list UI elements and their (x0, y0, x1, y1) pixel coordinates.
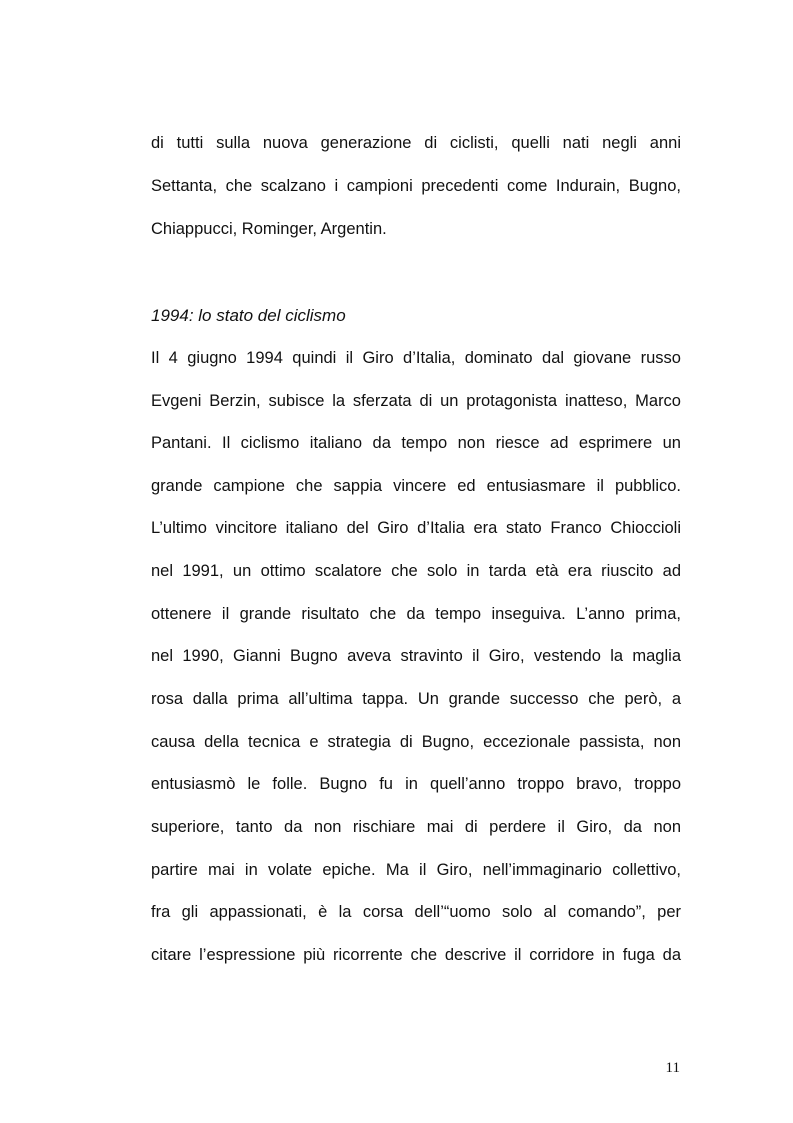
paragraph-2-line-7: ottenere il grande risultato che da tempo inseguiva. L’anno prima, (151, 605, 681, 623)
paragraph-1-line-3: Chiappucci, Rominger, Argentin. (151, 220, 387, 238)
paragraph-2-line-8: nel 1990, Gianni Bugno aveva stravinto il Giro, vestendo la maglia (151, 647, 681, 665)
paragraph-2-line-10: causa della tecnica e strategia di Bugno, eccezionale passista, non (151, 733, 681, 751)
paragraph-2-line-12: superiore, tanto da non rischiare mai di perdere il Giro, da non (151, 818, 681, 836)
section-heading: 1994: lo stato del ciclismo (151, 306, 346, 325)
paragraph-2-line-15: citare l’espressione più ricorrente che descrive il corridore in fuga da (151, 946, 681, 964)
paragraph-2-line-5: L’ultimo vincitore italiano del Giro d’Italia era stato Franco Chioccioli (151, 519, 681, 537)
paragraph-2-line-4: grande campione che sappia vincere ed entusiasmare il pubblico. (151, 477, 681, 495)
paragraph-2-line-14: fra gli appassionati, è la corsa dell’“uomo solo al comando”, per (151, 903, 681, 921)
paragraph-1-line-2: Settanta, che scalzano i campioni precedenti come Indurain, Bugno, (151, 177, 681, 195)
paragraph-2-line-13: partire mai in volate epiche. Ma il Giro, nell’immaginario collettivo, (151, 861, 681, 879)
paragraph-1-line-1: di tutti sulla nuova generazione di ciclisti, quelli nati negli anni (151, 134, 681, 152)
paragraph-2-line-2: Evgeni Berzin, subisce la sferzata di un protagonista inatteso, Marco (151, 392, 681, 410)
paragraph-2-line-3: Pantani. Il ciclismo italiano da tempo non riesce ad esprimere un (151, 434, 681, 452)
paragraph-2-line-9: rosa dalla prima all’ultima tappa. Un grande successo che però, a (151, 690, 681, 708)
page-number: 11 (665, 1060, 680, 1076)
paragraph-2-line-11: entusiasmò le folle. Bugno fu in quell’anno troppo bravo, troppo (151, 775, 681, 793)
paragraph-2-line-1: Il 4 giugno 1994 quindi il Giro d’Italia, dominato dal giovane russo (151, 349, 681, 367)
paragraph-2-line-6: nel 1991, un ottimo scalatore che solo in tarda età era riuscito ad (151, 562, 681, 580)
